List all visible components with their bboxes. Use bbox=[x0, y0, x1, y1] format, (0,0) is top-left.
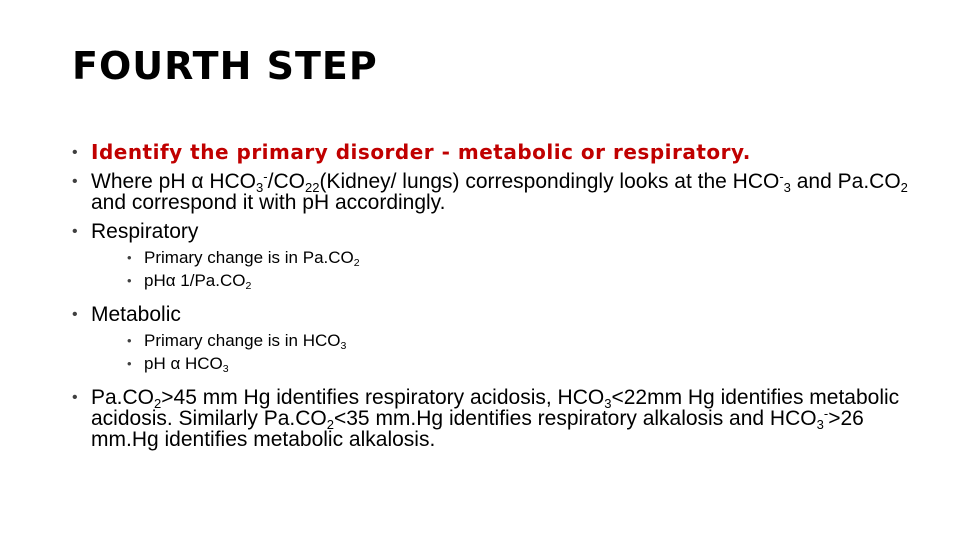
text: >26 mm.Hg identifies metabolic alkalosis. bbox=[91, 407, 864, 451]
subscript: 2 bbox=[353, 257, 360, 270]
bullet-respiratory bbox=[72, 221, 932, 242]
superscript: - bbox=[823, 405, 829, 421]
slide-body bbox=[72, 142, 932, 450]
bullet-respiratory-label: Respiratory bbox=[91, 220, 199, 243]
text: pHα 1/Pa.CO bbox=[144, 271, 246, 290]
text: and Pa.CO bbox=[790, 170, 901, 193]
text: <35 mm.Hg identifies respiratory alkalosis and HCO bbox=[333, 407, 817, 430]
bullet-where bbox=[72, 168, 932, 214]
subscript: 3 bbox=[340, 340, 347, 353]
superscript: - bbox=[779, 168, 784, 184]
bullet-dot: • bbox=[72, 173, 78, 190]
subscript: 3 bbox=[222, 363, 229, 376]
bullet-metabolic bbox=[72, 304, 932, 325]
text: Pa.CO bbox=[91, 386, 155, 409]
subscript: 3 bbox=[783, 179, 791, 195]
text: pH α HCO bbox=[144, 354, 223, 373]
subscript: 3 bbox=[604, 395, 612, 411]
subscript: 3 bbox=[256, 179, 264, 195]
bullet-dot: • bbox=[72, 144, 78, 161]
sub-bullet-respiratory-change bbox=[127, 248, 932, 270]
bullet-dot: • bbox=[127, 333, 132, 348]
bullet-identify-text: Identify the primary disorder - metabolic or respiratory. bbox=[91, 140, 751, 164]
text: and correspond it with pH accordingly. bbox=[91, 191, 446, 214]
text: /CO bbox=[267, 170, 305, 193]
subscript: 2 bbox=[245, 280, 252, 293]
sub-bullet-respiratory-relation bbox=[127, 271, 932, 293]
bullet-dot: • bbox=[127, 356, 132, 371]
subscript: 2 bbox=[154, 395, 162, 411]
bullet-metabolic-label: Metabolic bbox=[91, 303, 181, 326]
text: Primary change is in HCO bbox=[144, 331, 341, 350]
slide-title: FOURTH STEP bbox=[72, 44, 378, 88]
subscript: 2 bbox=[326, 416, 334, 432]
bullet-dot: • bbox=[72, 223, 78, 240]
bullet-identify bbox=[72, 142, 932, 163]
bullet-values bbox=[72, 387, 932, 450]
text: Where pH α HCO bbox=[91, 170, 257, 193]
subscript: 2 bbox=[900, 179, 908, 195]
bullet-dot: • bbox=[72, 389, 78, 406]
subscript: 3 bbox=[816, 416, 824, 432]
text: Primary change is in Pa.CO bbox=[144, 248, 354, 267]
bullet-dot: • bbox=[127, 250, 132, 265]
text: <22mm Hg identifies metabolic acidosis. Similarly Pa.CO bbox=[91, 386, 900, 430]
text: >45 mm Hg identifies respiratory acidosis, HCO bbox=[161, 386, 605, 409]
bullet-dot: • bbox=[127, 273, 132, 288]
sub-bullet-metabolic-relation bbox=[127, 354, 932, 376]
bullet-dot: • bbox=[72, 306, 78, 323]
text: (Kidney/ lungs) correspondingly looks at the HCO bbox=[319, 170, 780, 193]
sub-bullet-metabolic-change bbox=[127, 331, 932, 353]
subscript: 22 bbox=[304, 179, 320, 195]
superscript: - bbox=[263, 168, 268, 184]
